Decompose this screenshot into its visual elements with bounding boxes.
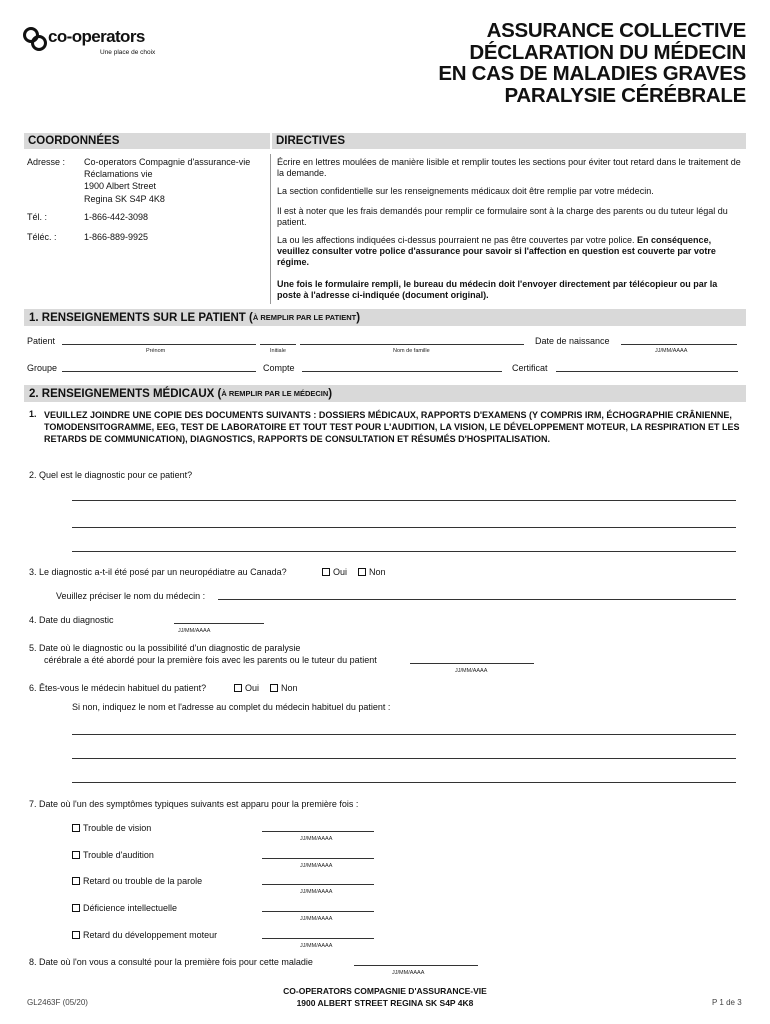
- date-format: JJ/MM/AAAA: [300, 836, 333, 842]
- symptom-date-field[interactable]: [262, 831, 374, 832]
- q6-non-option[interactable]: Non: [270, 683, 298, 694]
- symptom-option[interactable]: Retard ou trouble de la parole: [72, 876, 202, 887]
- date-format: JJ/MM/AAAA: [455, 668, 488, 674]
- directive-paragraph: Écrire en lettres moulées de manière lisible et remplir toutes les sections pour éviter tout retard dans le traitement de la demande.: [277, 157, 741, 178]
- symptom-option[interactable]: Retard du développement moteur: [72, 930, 217, 941]
- q5-text: 5. Date où le diagnostic ou la possibilité d'un diagnostic de paralysie: [29, 643, 301, 653]
- doctor-name-field[interactable]: [218, 599, 736, 600]
- dob-label: Date de naissance: [535, 336, 610, 346]
- q1-number: 1.: [29, 409, 37, 419]
- checkbox-icon[interactable]: [72, 904, 80, 912]
- address-label: Adresse :: [27, 157, 66, 167]
- q6-text: 6. Êtes-vous le médecin habituel du patient?: [29, 683, 207, 693]
- q3b-text: Veuillez préciser le nom du médecin :: [56, 591, 206, 601]
- date-format: JJ/MM/AAAA: [178, 628, 211, 634]
- address-line: 1900 Albert Street: [84, 181, 157, 191]
- date-format: JJ/MM/AAAA: [300, 889, 333, 895]
- usual-doctor-line[interactable]: [72, 782, 736, 783]
- q6b-text: Si non, indiquez le nom et l'adresse au complet du médecin habituel du patient :: [72, 702, 391, 712]
- groupe-field[interactable]: [62, 371, 256, 372]
- first-consult-date-field[interactable]: [354, 965, 478, 966]
- directive-paragraph: La ou les affections indiquées ci-dessus pourraient ne pas être couvertes par votre police. En conséquence, veuillez consulter votre police d'assurance pour savoir si l'affection en question est couverte par votre régime.: [277, 235, 716, 267]
- q6-oui-option[interactable]: Oui: [234, 683, 259, 694]
- dob-field[interactable]: [621, 344, 737, 345]
- fax-label: Téléc. :: [27, 232, 57, 242]
- q8-text: 8. Date où l'on vous a consulté pour la première fois pour cette maladie: [29, 957, 313, 967]
- symptom-date-field[interactable]: [262, 858, 374, 859]
- logo-mark-icon: [22, 26, 48, 52]
- tel-value: 1-866-442-3098: [84, 212, 149, 222]
- directive-paragraph: Il est à noter que les frais demandés pour remplir ce formulaire sont à la charge des parents ou du tuteur légal du patient.: [277, 206, 728, 227]
- initial-field[interactable]: [260, 344, 296, 345]
- address-line: Regina SK S4P 4K8: [84, 194, 165, 204]
- footer-company: CO-OPERATORS COMPAGNIE D'ASSURANCE-VIE: [283, 986, 487, 996]
- q5-text-cont: cérébrale a été abordé pour la première fois avec les parents ou le tuteur du patient: [44, 655, 377, 665]
- logo-text: co-operators: [48, 27, 145, 46]
- certificat-field[interactable]: [556, 371, 738, 372]
- section1-heading: 1. RENSEIGNEMENTS SUR LE PATIENT ( À REMPLIR PAR LE PATIENT ): [24, 309, 746, 326]
- last-name-caption: Nom de famille: [393, 348, 430, 354]
- address-line: Réclamations vie: [84, 169, 153, 179]
- certificat-label: Certificat: [512, 363, 548, 373]
- diagnosis-line[interactable]: [72, 551, 736, 552]
- first-name-field[interactable]: [62, 344, 256, 345]
- directives-heading: DIRECTIVES: [272, 133, 746, 149]
- q3-oui-option[interactable]: Oui: [322, 567, 347, 578]
- form-code: GL2463F (05/20): [27, 998, 88, 1007]
- date-format: JJ/MM/AAAA: [300, 943, 333, 949]
- symptom-option[interactable]: Déficience intellectuelle: [72, 903, 177, 914]
- address-line: Co-operators Compagnie d'assurance-vie: [84, 157, 251, 167]
- checkbox-icon[interactable]: [72, 824, 80, 832]
- symptom-option[interactable]: Trouble d'audition: [72, 850, 154, 861]
- co-operators-logo: [22, 26, 162, 62]
- checkbox-icon[interactable]: [358, 568, 366, 576]
- footer-address: 1900 ALBERT STREET REGINA SK S4P 4K8: [296, 998, 474, 1008]
- page-number: P 1 de 3: [712, 998, 742, 1007]
- usual-doctor-line[interactable]: [72, 758, 736, 759]
- form-title: ASSURANCE COLLECTIVE DÉCLARATION DU MÉDECIN EN CAS DE MALADIES GRAVES PARALYSIE CÉRÉBRALE: [438, 19, 746, 107]
- directive-paragraph: Une fois le formulaire rempli, le bureau du médecin doit l'envoyer directement par télécopieur ou par la poste à l'adresse ci-indiquée (document original).: [277, 279, 718, 300]
- symptom-option[interactable]: Trouble de vision: [72, 823, 151, 834]
- date-format: JJ/MM/AAAA: [300, 863, 333, 869]
- coordonnees-heading: COORDONNÉES: [24, 133, 270, 149]
- compte-label: Compte: [263, 363, 295, 373]
- checkbox-icon[interactable]: [322, 568, 330, 576]
- checkbox-icon[interactable]: [72, 931, 80, 939]
- dob-format: JJ/MM/AAAA: [655, 348, 688, 354]
- date-format: JJ/MM/AAAA: [300, 916, 333, 922]
- checkbox-icon[interactable]: [234, 684, 242, 692]
- directive-paragraph: La section confidentielle sur les renseignements médicaux doit être remplie par votre médecin.: [277, 186, 654, 196]
- checkbox-icon[interactable]: [72, 851, 80, 859]
- symptom-date-field[interactable]: [262, 938, 374, 939]
- patient-label: Patient: [27, 336, 56, 346]
- diagnosis-line[interactable]: [72, 500, 736, 501]
- column-divider: [270, 154, 271, 304]
- fax-value: 1-866-889-9925: [84, 232, 149, 242]
- symptom-date-field[interactable]: [262, 884, 374, 885]
- tel-label: Tél. :: [27, 212, 48, 222]
- q7-text: 7. Date où l'un des symptômes typiques suivants est apparu pour la première fois :: [29, 799, 359, 809]
- compte-field[interactable]: [302, 371, 502, 372]
- q3-non-option[interactable]: Non: [358, 567, 386, 578]
- q1-text: VEUILLEZ JOINDRE UNE COPIE DES DOCUMENTS SUIVANTS : DOSSIERS MÉDICAUX, RAPPORTS D'EXAMENS (Y COMPRIS IRM, ÉCHOGRAPHIE CRÂNIENNE, TOMODENSITOGRAMME, EEG, TEST DE LABORATOIRE ET TOUT TEST POUR L'AUDITION, LA VISION, LE DÉVELOPPEMENT MOTEUR, LA RESPIRATION ET LES RETARDS DE COMMUNICATION), DIAGNOSTICS, RAPPORTS DE CONSULTATION ET RÉSUMÉS D'HOSPITALISATION.: [44, 410, 740, 444]
- checkbox-icon[interactable]: [270, 684, 278, 692]
- discussion-date-field[interactable]: [410, 663, 534, 664]
- diagnosis-date-field[interactable]: [174, 623, 264, 624]
- q4-text: 4. Date du diagnostic: [29, 615, 114, 625]
- first-name-caption: Prénom: [146, 348, 166, 354]
- checkbox-icon[interactable]: [72, 877, 80, 885]
- last-name-field[interactable]: [300, 344, 524, 345]
- initial-caption: Initiale: [270, 348, 286, 354]
- q3-text: 3. Le diagnostic a-t-il été posé par un neuropédiatre au Canada?: [29, 567, 287, 577]
- section2-heading: 2. RENSEIGNEMENTS MÉDICAUX ( À REMPLIR PAR LE MÉDECIN ): [24, 385, 746, 402]
- logo-tagline: Une place de choix: [100, 49, 156, 56]
- diagnosis-line[interactable]: [72, 527, 736, 528]
- symptom-date-field[interactable]: [262, 911, 374, 912]
- usual-doctor-line[interactable]: [72, 734, 736, 735]
- groupe-label: Groupe: [27, 363, 58, 373]
- date-format: JJ/MM/AAAA: [392, 970, 425, 976]
- q2-text: 2. Quel est le diagnostic pour ce patient?: [29, 470, 193, 480]
